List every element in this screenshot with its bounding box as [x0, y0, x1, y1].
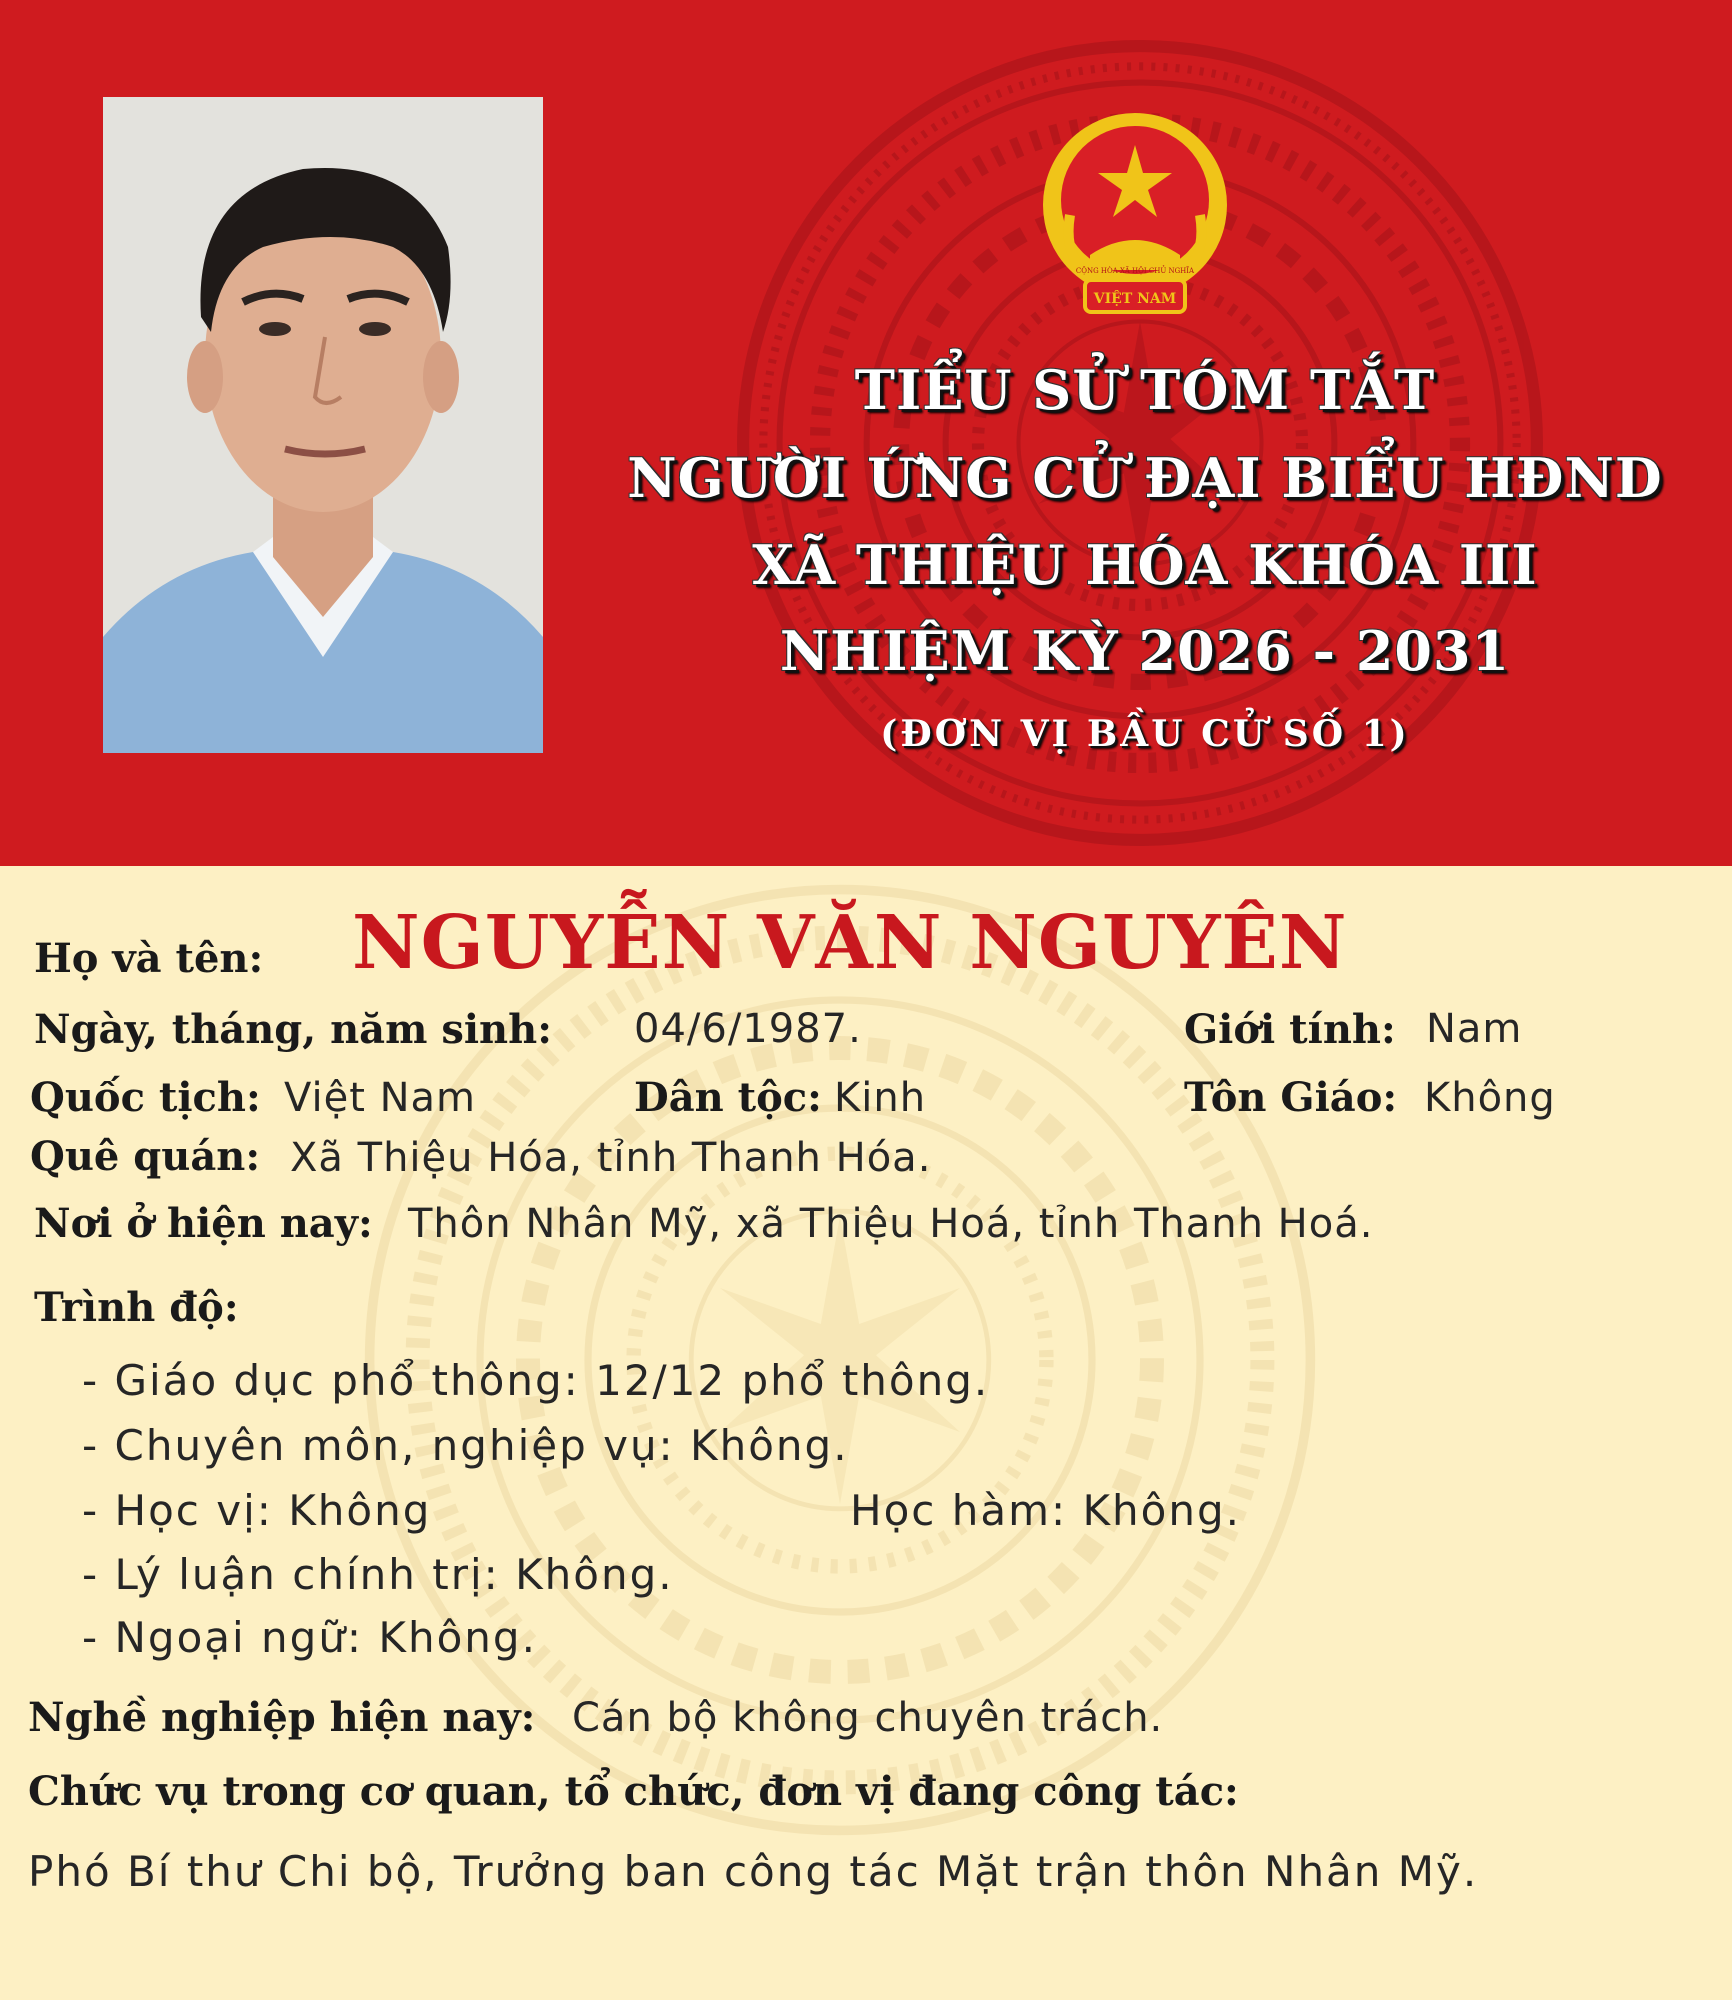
dob-value: 04/6/1987. [634, 1006, 862, 1052]
election-unit: (ĐƠN VỊ BẦU CỬ SỐ 1) [880, 713, 1410, 755]
education-degree: - Học vị: Không [82, 1486, 432, 1535]
title-line-2: NGƯỜI ỨNG CỬ ĐẠI BIỂU HĐND [627, 446, 1663, 510]
position-value: Phó Bí thư Chi bộ, Trưởng ban công tác Mặt trận thôn Nhân Mỹ. [28, 1847, 1479, 1896]
education-political-theory: - Lý luận chính trị: Không. [82, 1550, 674, 1599]
title-line-4: NHIỆM KỲ 2026 - 2031 [779, 619, 1511, 683]
religion-value: Không [1424, 1075, 1556, 1121]
candidate-name: NGUYỄN VĂN NGUYÊN [352, 900, 1348, 986]
svg-text:VIỆT NAM: VIỆT NAM [1093, 291, 1177, 307]
occupation-value: Cán bộ không chuyên trách. [572, 1695, 1164, 1741]
residence-label: Nơi ở hiện nay: [34, 1200, 373, 1247]
national-emblem-icon [1030, 105, 1240, 325]
hometown-value: Xã Thiệu Hóa, tỉnh Thanh Hóa. [290, 1135, 932, 1181]
ethnicity-value: Kinh [834, 1075, 927, 1121]
ethnicity-label: Dân tộc: [634, 1074, 822, 1121]
residence-value: Thôn Nhân Mỹ, xã Thiệu Hoá, tỉnh Thanh Hoá. [408, 1201, 1374, 1247]
dob-label: Ngày, tháng, năm sinh: [34, 1006, 552, 1053]
education-label: Trình độ: [34, 1284, 239, 1331]
svg-text:CỘNG HÒA XÃ HỘI CHỦ NGHĨA: CỘNG HÒA XÃ HỘI CHỦ NGHĨA [1075, 267, 1195, 275]
education-academic-title: Học hàm: Không. [850, 1486, 1241, 1535]
education-professional: - Chuyên môn, nghiệp vụ: Không. [82, 1421, 849, 1470]
gender-value: Nam [1426, 1006, 1523, 1052]
nationality-label: Quốc tịch: [30, 1074, 261, 1121]
name-label: Họ và tên: [34, 935, 264, 982]
religion-label: Tôn Giáo: [1184, 1074, 1398, 1121]
gender-label: Giới tính: [1184, 1006, 1396, 1053]
title-line-1: TIỂU SỬ TÓM TẮT [854, 358, 1436, 422]
education-general: - Giáo dục phổ thông: 12/12 phổ thông. [82, 1356, 990, 1405]
nationality-value: Việt Nam [284, 1075, 477, 1121]
candidate-photo [103, 97, 543, 753]
education-foreign-language: - Ngoại ngữ: Không. [82, 1613, 537, 1662]
hometown-label: Quê quán: [30, 1133, 261, 1180]
title-line-3: XÃ THIỆU HÓA KHÓA III [752, 533, 1538, 597]
header-banner [0, 0, 1732, 866]
position-label: Chức vụ trong cơ quan, tổ chức, đơn vị đang công tác: [28, 1768, 1239, 1815]
occupation-label: Nghề nghiệp hiện nay: [28, 1694, 536, 1741]
